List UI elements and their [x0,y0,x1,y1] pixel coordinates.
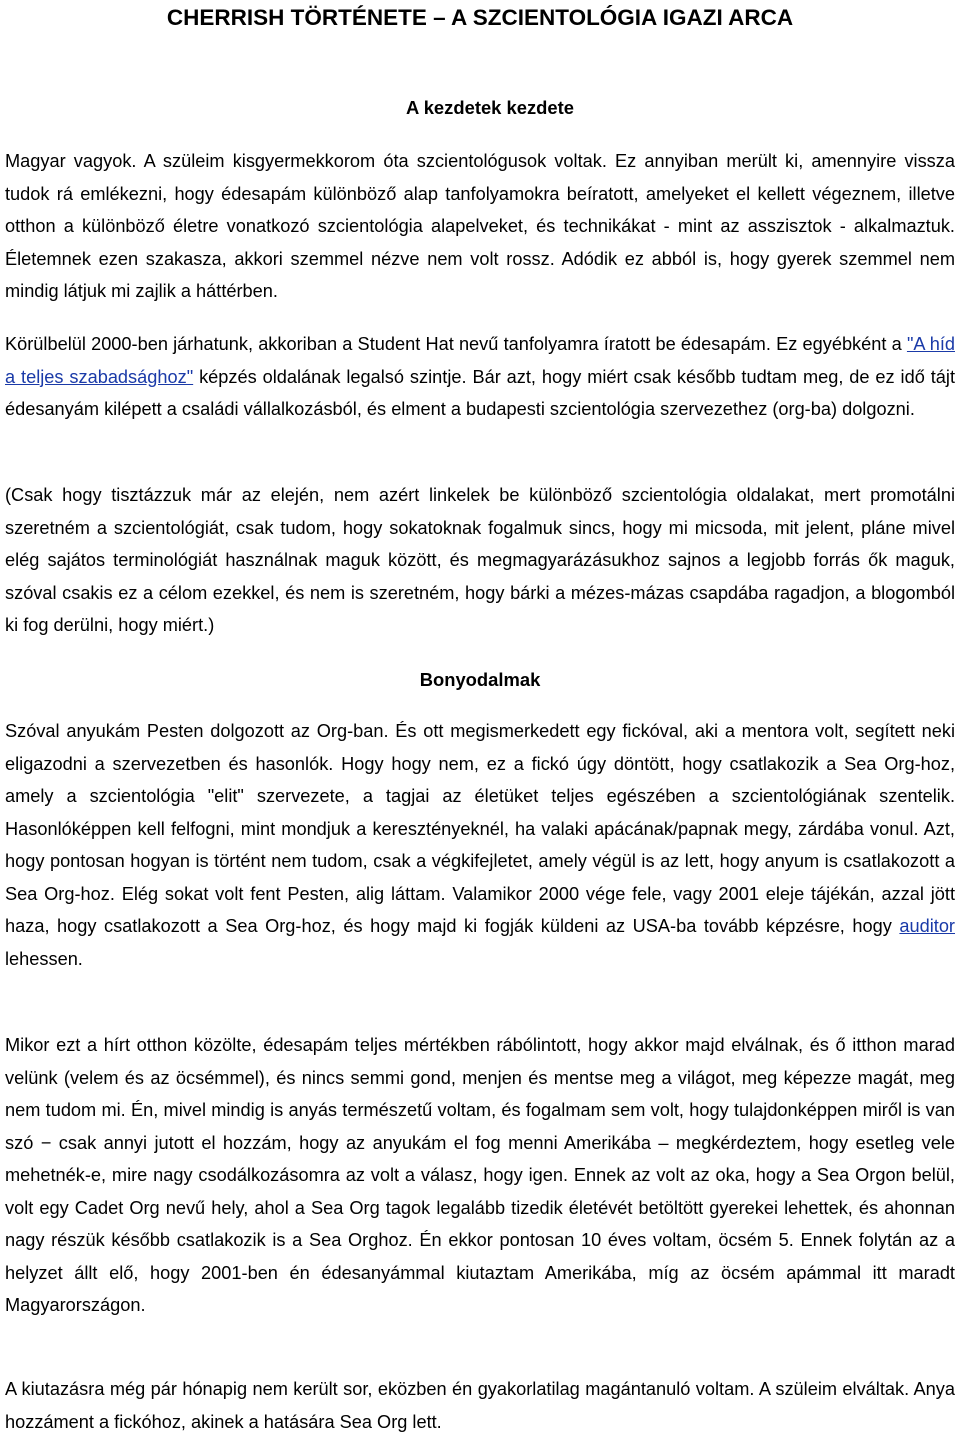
bridge-to-freedom-link[interactable]: "A híd a teljes szabadsághoz" [5,334,955,387]
paragraph-text: Körülbelül 2000-ben járhatunk, akkoriban a Student Hat nevű tanfolyamra íratott be édesapám. Ez egyébként a [5,334,907,354]
section-heading-kezdetek: A kezdetek kezdete [406,97,574,118]
paragraph: Magyar vagyok. A szüleim kisgyermekkorom óta szcientológusok voltak. Ez annyiban merült ki, amennyire vissza tudok rá emlékezni, hogy édesapám különböző alap tanfolyamokra beíratott, amelyeket el kellett végeznem, illetve otthon a különböző életre vonatkozó szcientológia alapelveket, és technikákat - mint az asszisztok - alkalmaztuk. Életemnek ezen szakasza, akkori szemmel nézve nem volt rossz. Adódik ez abból is, hogy gyerek szemmel nem mindig látjuk mi zajlik a háttérben. [5,151,955,301]
paragraph: A kiutazásra még pár hónapig nem került sor, eközben én gyakorlatilag magántanuló voltam. A szüleim elváltak. Anya hozzáment a fickóhoz, akinek a hatására Sea Org lett. [5,1379,955,1432]
paragraph [5,328,955,426]
paragraph-text: Szóval anyukám Pesten dolgozott az Org-ban. És ott megismerkedett egy fickóval, aki a mentora volt, segített neki eligazodni a szervezetben és hasonlók. Hogy hogy nem, ez a fickó úgy döntött, hogy csatlakozik a Sea Org-hoz, amely a szcientológia "elit" szervezete, a tagjai az életüket teljes egészében a szcientológiának szentelik. Hasonlóképpen kell felfogni, mint mondjuk a keresztényeknél, ha valaki apácának/papnak megy, zárdába vonul. Azt, hogy pontosan hogyan is történt nem tudom, csak a végkifejletet, amely végül is az lett, hogy anyum is csatlakozott a Sea Org-hoz. Elég sokat volt fent Pesten, alig láttam. Valamikor 2000 vége fele, vagy 2001 eleje tájékán, azzal jött haza, hogy csatlakozott a Sea Org-hoz, és hogy majd ki fogják küldeni az USA-ba tovább képzésre, hogy [5,721,955,936]
section-heading-bonyodalmak: Bonyodalmak [419,669,541,690]
paragraph: Mikor ezt a hírt otthon közölte, édesapám teljes mértékben rábólintott, hogy akkor majd elválnak, és ő itthon marad velünk (velem és az öcsémmel), és nincs semmi gond, menjen és mentse meg a világot, meg képezze magát, meg nem tudom mi. Én, mivel mindig is anyás természetű voltam, és fogalmam sem volt, hogy tulajdonképpen miről is van szó − csak annyi jutott el hozzám, hogy az anyukám el fog menni Amerikába – megkérdeztem, hogy esetleg vele mehetnék-e, mire nagy csodálkozásomra az volt a válasz, hogy igen. Ennek az volt az oka, hogy a Sea Orgon belül, volt egy Cadet Org nevű hely, ahol a Sea Org tagok legalább tizedik életévét betöltött gyerekei lehettek, és ahonnan nagy részük később csatlakozik is a Sea Orghoz. Én ekkor pontosan 10 éves voltam, öcsém 5. Ennek folytán az a helyzet állt elő, hogy 2001-ben én édesanyámmal kiutaztam Amerikába, míg az öcsém apámmal itt maradt Magyarországon. [5,1035,955,1315]
document-title: CHERRISH TÖRTÉNETE – A SZCIENTOLÓGIA IGAZI ARCA [166,5,794,30]
paragraph [5,715,955,975]
paragraph-text: képzés oldalának legalsó szintje. Bár azt, hogy miért csak később tudtam meg, de ez idő tájt édesanyám kilépett a családi vállalkozásból, és elment a budapesti szcientológia szervezethez (org-ba) dolgozni. [5,366,955,419]
paragraph: (Csak hogy tisztázzuk már az elején, nem azért linkelek be különböző szcientológia oldalakat, mert promotálni szeretném a szcientológiát, csak tudom, hogy sokatoknak fogalmuk sincs, hogy mi micsoda, mit jelent, pláne mivel elég sajátos terminológiát használnak maguk között, és megmagyarázásukhoz sajnos a legjobb forrás ők maguk, szóval csakis ez a célom ezekkel, és nem is szeretném, hogy bárki a mézes-mázas csapdába ragadjon, a blogomból ki fog derülni, hogy miért.) [5,485,955,635]
auditor-link[interactable]: auditor [899,916,955,936]
paragraph-text: lehessen. [5,948,83,969]
